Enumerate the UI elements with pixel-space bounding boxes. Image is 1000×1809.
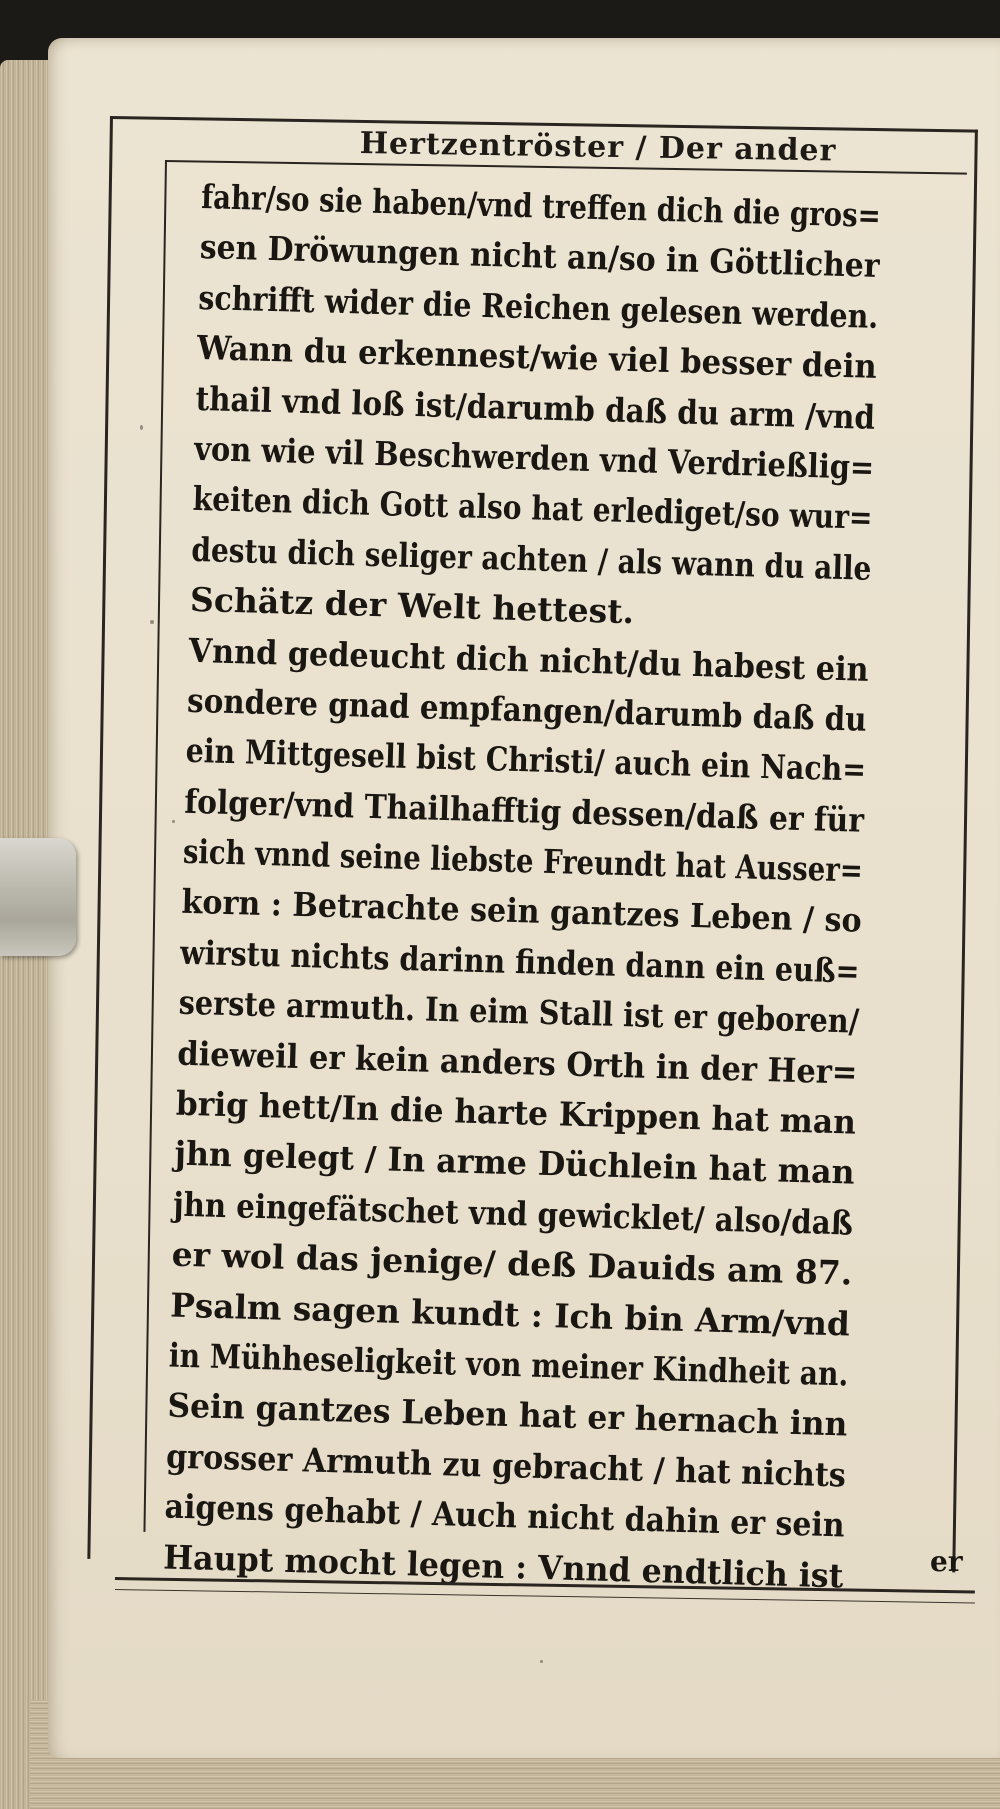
body-text [163,172,962,1604]
text-line: dieweil er kein anders Orth in der Her= [176,1033,858,1092]
text-line: jhn gelegt / In arme Düchlein hat man [174,1134,856,1193]
text-line: sondere gnad empfangen/darumb daß du [186,680,868,739]
text-line: ein Mittgesell bist Christi/ auch ein Nach= [185,731,867,790]
text-line: von wie vil Beschwerden vnd Verdrießlig= [193,428,875,487]
text-line: fahr/so sie haben/vnd treffen dich die gros= [200,176,882,235]
text-line: schrifft wider die Reichen gelesen werden. [197,277,879,336]
text-line: folger/vnd Thailhafftig dessen/daß er für [183,781,865,840]
text-line: Haupt mocht legen : Vnnd endtlich ist [162,1537,844,1595]
text-line: Sein gantzes Leben hat er hernach inn [167,1385,848,1444]
running-head: Hertzentröster / Der ander [359,126,837,169]
text-line: serste armuth. In eim Stall ist er geboren/ [178,982,860,1041]
text-line: sich vnnd seine liebste Freundt hat Ausser= [182,831,864,890]
ink-speck [140,425,143,430]
text-line: aigens gehabt / Auch nicht dahin er sein [164,1486,846,1545]
text-line: korn : Betrachte sein gantzes Leben / so [181,882,863,941]
text-line: Vnnd gedeucht dich nicht/du habest ein [188,630,870,689]
text-line: destu dich seliger achten / als wann du alle [190,529,872,588]
ink-speck [172,820,175,823]
text-line: thail vnd loß ist/darumb daß du arm /vnd [195,378,876,437]
catchword: er [930,1545,963,1578]
ink-speck [540,1660,543,1663]
text-line: keiten dich Gott also hat erlediget/so wur= [192,479,874,538]
text-line: Schätz der Welt hettest. [189,579,635,632]
text-line: jhn eingefätschet vnd gewicklet/ also/daß [172,1184,854,1243]
text-line: sen Dröwungen nicht an/so in Göttlicher [199,227,881,286]
text-line: er wol das jenige/ deß Dauids am 87. [171,1234,853,1293]
text-line: in Mühheseligkeit von meiner Kindheit an. [168,1335,849,1394]
text-line: wirstu nichts darinn finden dann ein euß= [179,932,861,991]
text-line: brig hett/In die harte Krippen hat man [175,1083,857,1142]
page-clip [0,838,76,956]
text-line: Wann du erkennest/wie viel besser dein [196,328,878,387]
text-line: grosser Armuth zu gebracht / hat nichts [165,1436,847,1495]
ink-speck [150,620,154,624]
text-line: Psalm sagen kundt : Ich bin Arm/vnd [169,1285,851,1344]
